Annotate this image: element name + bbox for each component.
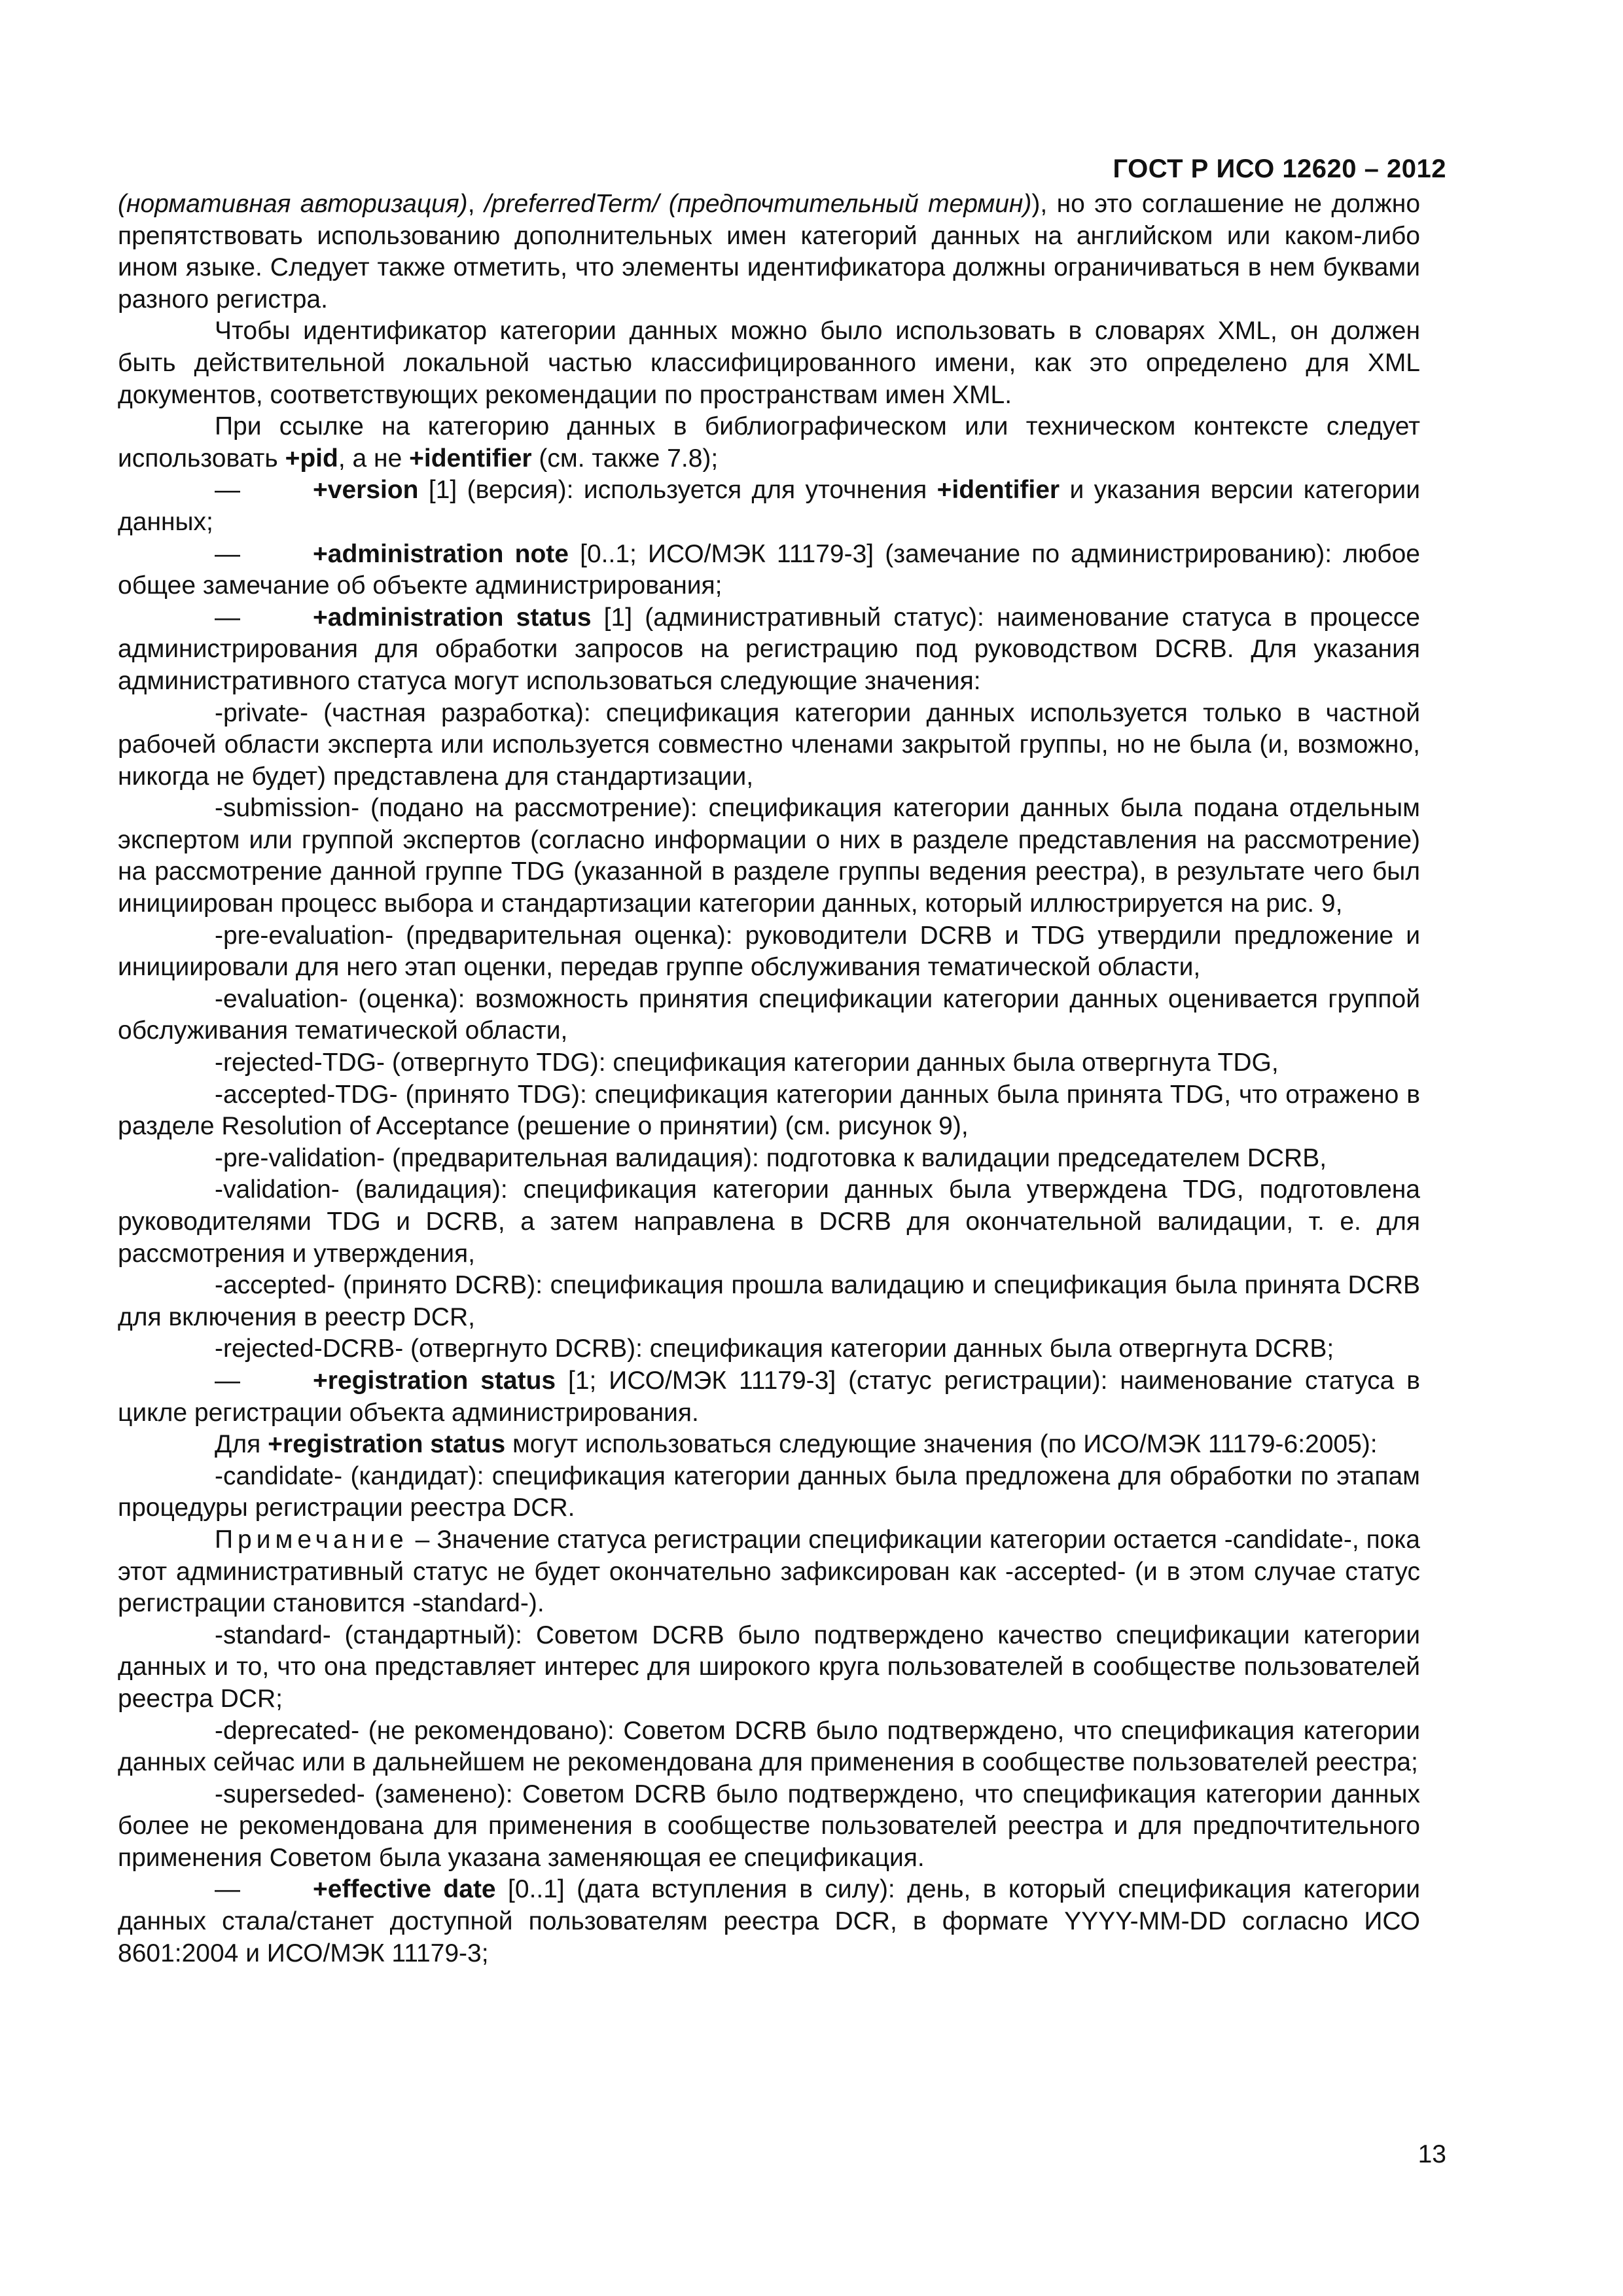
bold-term: +administration note <box>313 539 569 568</box>
bold-term: +identifier <box>409 444 532 473</box>
bold-term: +registration status <box>268 1430 506 1459</box>
reg-value-standard: -standard- (стандартный): Советом DCRB было подтверждено качество спецификации категории данных и то, что она представляет интерес для широкого круга пользователей в сообществе пользователей реестра DCR; <box>118 1621 1420 1713</box>
reg-value-deprecated: -deprecated- (не рекомендовано): Советом DCRB было подтверждено, что спецификация категории данных сейчас или в дальнейшем не рекомендована для применения в сообществе пользователей реестра; <box>118 1716 1420 1777</box>
status-accepted-tdg: -accepted-TDG- (принято TDG): спецификация категории данных была принята TDG, что отражено в разделе Resolution of Acceptance (решение о принятии) (см. рисунок 9), <box>118 1080 1420 1141</box>
status-rejected-dcrb: -rejected-DCRB- (отвергнуто DCRB): спецификация категории данных была отвергнута DCRB; <box>215 1335 1334 1363</box>
reg-value-candidate: -candidate- (кандидат): спецификация категории данных была предложена для обработки по этапам процедуры регистрации реестра DCR. <box>118 1462 1420 1522</box>
paragraph-xml-identifier: Чтобы идентификатор категории данных можно было использовать в словарях XML, он должен быть действительной локальной частью классифицированного имени, как это определено для XML документов, соответствующих рекомендации по пространствам имен XML. <box>118 317 1420 409</box>
list-item-administration-note: — +administration note [0..1; ИСО/МЭК 11179-3] (замечание по администрированию): любое общее замечание об объекте администрирования; <box>118 539 1420 600</box>
status-pre-validation: -pre-validation- (предварительная валидация): подготовка к валидации председателем DCRB, <box>215 1143 1327 1172</box>
bold-term: +administration status <box>313 603 592 632</box>
list-item-registration-status: — +registration status [1; ИСО/МЭК 11179-3] (статус регистрации): наименование статуса в цикле регистрации объекта администрирования. <box>118 1366 1420 1427</box>
status-private: -private- (частная разработка): спецификация категории данных используется только в частной рабочей области эксперта или используется совместно членами закрытой группы, но не была (и, возможно, никогда не будет) представлена для стандартизации, <box>118 698 1420 791</box>
list-item-version: — +version [1] (версия): используется для уточнения +identifier и указания версии категории данных; <box>118 476 1420 536</box>
reg-value-superseded: -superseded- (заменено): Советом DCRB было подтверждено, что спецификация категории данных более не рекомендована для применения в сообществе пользователей реестра и для предпочтительного применения Советом была указана заменяющая ее спецификация. <box>118 1780 1420 1872</box>
paragraph-pid-reference: При ссылке на категорию данных в библиографическом или техническом контексте следует использовать +pid, а не +identifier (см. также 7.8); <box>118 412 1420 473</box>
document-body <box>118 188 1420 1969</box>
status-accepted: -accepted- (принято DCRB): спецификация прошла валидацию и спецификация была принята DCRB для включения в реестр DCR, <box>118 1271 1420 1331</box>
list-item-effective-date: — +effective date [0..1] (дата вступления в силу): день, в который спецификация категории данных стала/станет доступной пользователям реестра DCR, в формате YYYY-MM-DD согласно ИСО 8601:2004 и ИСО/МЭК 11179-3; <box>118 1875 1420 1967</box>
bold-term: +registration status <box>313 1366 556 1395</box>
bold-term: +pid <box>285 444 338 473</box>
paragraph-continuation: (нормативная авторизация), /preferredTerm/ (предпочтительный термин)), но это соглашение не должно препятствовать использованию дополнительных имен категорий данных на английском или каком-либо ином языке. Следует также отметить, что элементы идентификатора должны ограничиваться в нем буквами разного регистра. <box>118 190 1421 314</box>
status-rejected-tdg: -rejected-TDG- (отвергнуто TDG): спецификация категории данных была отвергнута TDG, <box>215 1049 1279 1077</box>
note-paragraph: Примечание – Значение статуса регистрации спецификации категории остается -candidate-, пока этот административный статус не будет окончательно зафиксирован как -accepted- (и в этом случае статус регистрации становится -standard-). <box>118 1525 1420 1618</box>
status-evaluation: -evaluation- (оценка): возможность принятия спецификации категории данных оценивается группой обслуживания тематической области, <box>118 984 1420 1045</box>
document-header: ГОСТ Р ИСО 12620 – 2012 <box>1113 154 1446 183</box>
list-item-administration-status: — +administration status [1] (административный статус): наименование статуса в процессе администрирования для обработки запросов на регистрацию под руководством DCRB. Для указания административного статуса могут использоваться следующие значения: <box>118 603 1420 695</box>
bold-term: +identifier <box>936 476 1060 505</box>
note-label: Примечание <box>215 1525 408 1554</box>
status-validation: -validation- (валидация): спецификация категории данных была утверждена TDG, подготовлена руководителями TDG и DCRB, а затем направлена в DCRB для окончательной валидации, т. е. для рассмотрения и утверждения, <box>118 1175 1420 1268</box>
paragraph-registration-values-intro: Для +registration status могут использоваться следующие значения (по ИСО/МЭК 11179-6:2005): <box>215 1430 1378 1459</box>
italic-term: (нормативная авторизация) <box>118 190 468 218</box>
italic-term: /preferredTerm/ (предпочтительный термин) <box>484 190 1032 218</box>
bold-term: +version <box>313 476 419 505</box>
status-submission: -submission- (подано на рассмотрение): спецификация категории данных была подана отдельным экспертом или группой экспертов (согласно информации о них в разделе представления на рассмотрение) на рассмотрение данной группе TDG (указанной в разделе группы ведения реестра), в результате чего был инициирован процесс выбора и стандартизации категории данных, который иллюстрируется на рис. 9, <box>118 794 1420 918</box>
bold-term: +effective date <box>313 1875 496 1904</box>
status-pre-evaluation: -pre-evaluation- (предварительная оценка): руководители DCRB и TDG утвердили предложение и инициировали для него этап оценки, передав группе обслуживания тематической области, <box>118 921 1420 982</box>
page-number: 13 <box>1418 2140 1446 2168</box>
